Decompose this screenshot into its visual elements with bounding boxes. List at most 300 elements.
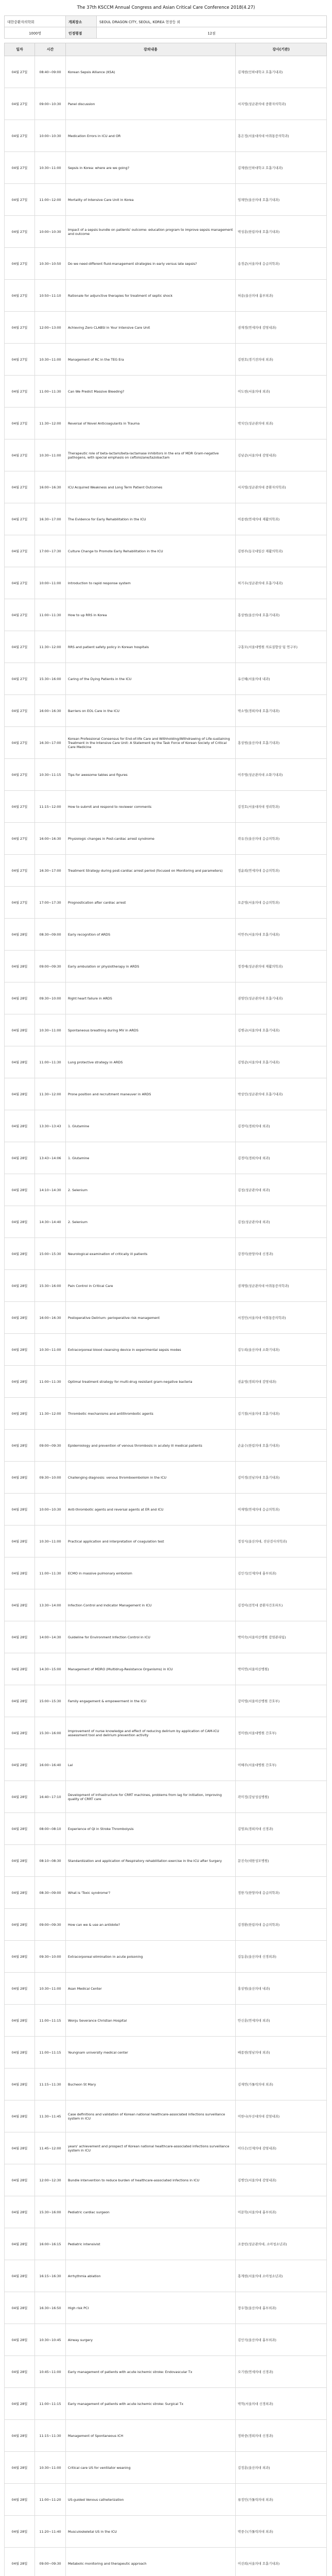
row-speaker: 김두희(울산의대 소화기내과) [236, 1334, 327, 1366]
table-row [5, 695, 327, 727]
row-date: 04월 28일 [5, 1653, 35, 1685]
table-row [5, 1398, 327, 1430]
row-topic: Reversal of Novel Anticoagulants in Trauma [66, 408, 236, 439]
row-speaker: 홍상범(울산의대 내과) [236, 1973, 327, 2005]
row-time: 17:00~17:30 [35, 535, 66, 567]
row-topic: Airway surgery [66, 2324, 236, 2356]
row-date: 04월 28일 [5, 1494, 35, 1526]
row-topic: Spontaneous breathing during MV in ARDS [66, 1014, 236, 1046]
row-topic: 2. Selenium [66, 1206, 236, 1238]
row-time: 11:00~11:20 [35, 2484, 66, 2516]
row-date: 04월 28일 [5, 2516, 35, 2548]
row-speaker: 이선희(서울의대 호흡기내과) [236, 2548, 327, 2576]
row-date: 04월 28일 [5, 1110, 35, 1142]
row-time: 16:30~17:00 [35, 727, 66, 759]
table-row [5, 216, 327, 248]
row-speaker: 김미경(전남의대 호흡기내과) [236, 1462, 327, 1494]
row-time: 09:30~10:00 [35, 1462, 66, 1494]
row-topic: Management of MDRO (Multidrug-Resistance Organisms) in ICU [66, 1653, 236, 1685]
row-date: 04월 28일 [5, 1238, 35, 1270]
row-topic: Can We Predict Massive Bleeding? [66, 376, 236, 408]
table-row [5, 1430, 327, 1462]
row-speaker: 홍계현(서울의대 소아청소년과) [236, 2260, 327, 2292]
table-row [5, 1909, 327, 1941]
row-date: 04월 28일 [5, 2484, 35, 2516]
row-topic: Prognostication after cardiac arrest [66, 887, 236, 919]
row-speaker: 권윤영(경희의대 감염내과) [236, 1366, 327, 1398]
table-row [5, 88, 327, 120]
row-topic: ECMO in massive pulmonary embolism [66, 1557, 236, 1589]
row-date: 04월 28일 [5, 2228, 35, 2260]
row-topic: 1. Glutamine [66, 1110, 236, 1142]
table-row [5, 2292, 327, 2324]
row-time: 11:00~11:15 [35, 2388, 66, 2420]
row-time: 10:00~10:30 [35, 1494, 66, 1526]
row-topic: Early ambulation or physiotherapy in ARDS [66, 951, 236, 982]
table-row [5, 1142, 327, 1174]
row-topic: Pediatric intensivist [66, 2228, 236, 2260]
row-time: 11:45~12:00 [35, 2132, 66, 2164]
row-date: 04월 28일 [5, 1526, 35, 1557]
table-row [5, 2100, 327, 2132]
row-date: 04월 27일 [5, 471, 35, 503]
row-time: 11:00~11:15 [35, 2005, 66, 2037]
table-row [5, 727, 327, 759]
row-topic: ICU Acquired Weakness and Long Term Patient Outcomes [66, 471, 236, 503]
row-topic: 2. Selenium [66, 1174, 236, 1206]
row-topic: RRS and patient safety policy in Korean hospitals [66, 631, 236, 663]
row-date: 04월 27일 [5, 312, 35, 344]
row-date: 04월 27일 [5, 376, 35, 408]
row-date: 04월 27일 [5, 855, 35, 887]
row-date: 04월 28일 [5, 2548, 35, 2576]
row-speaker: 유신혜(서울의대 내과) [236, 663, 327, 695]
table-row [5, 535, 327, 567]
row-speaker: 정미현(서울대병원 간호부) [236, 1717, 327, 1749]
row-topic: What is 'Toxic syndrome'? [66, 1877, 236, 1909]
table-row [5, 280, 327, 312]
table-row [5, 56, 327, 88]
table-row [5, 791, 327, 823]
row-time: 10:45~11:00 [35, 2356, 66, 2388]
row-date: 04월 28일 [5, 1909, 35, 1941]
row-speaker: 김제현(인하대학교 호흡기내과) [236, 152, 327, 184]
table-row [5, 663, 327, 695]
table-row [5, 1046, 327, 1078]
row-date: 04월 28일 [5, 1845, 35, 1877]
row-topic: Yeungnam university medical center [66, 2037, 236, 2069]
row-speaker: 김현주(동국대일산 재활의학과) [236, 535, 327, 567]
row-date: 04월 28일 [5, 1302, 35, 1334]
row-time: 08:00~08:10 [35, 1813, 66, 1845]
row-topic: Lal [66, 1749, 236, 1781]
row-speaker: 김칭(성균관의대 외과) [236, 1206, 327, 1238]
row-speaker: 강미영(서울아산병원 간호부) [236, 1685, 327, 1717]
table-row [5, 248, 327, 280]
header-time: 시간 [35, 43, 66, 56]
row-speaker: 정경애(성균관의대 재활의학과) [236, 951, 327, 982]
row-time: 10:50~11:10 [35, 280, 66, 312]
row-time: 11:00~11:30 [35, 1046, 66, 1078]
row-topic: Extracorporeal blood cleansing device in experimental sepsis modes [66, 1334, 236, 1366]
table-row [5, 1206, 327, 1238]
venue-label: 개최장소 [66, 16, 97, 27]
schedule-header-row [5, 43, 327, 56]
row-speaker: 이재명(연세의대 응급의학과) [236, 1494, 327, 1526]
row-topic: Family engagement & empowerment in the ICU [66, 1685, 236, 1717]
row-topic: Panel discussion [66, 88, 236, 120]
row-date: 04월 27일 [5, 439, 35, 471]
table-row [5, 2037, 327, 2069]
table-row [5, 1526, 327, 1557]
row-speaker: 곽유진(울산의대 응급의학과) [236, 823, 327, 855]
table-row [5, 312, 327, 344]
row-time: 14:30~15:00 [35, 1653, 66, 1685]
schedule-body [5, 56, 327, 2576]
row-topic: Critical care US for ventilator weaning [66, 2452, 236, 2484]
row-speaker: 이한나(부산대의대 감염내과) [236, 2100, 327, 2132]
row-speaker: 박혁(서울의대 신경외과) [236, 2388, 327, 2420]
row-topic: Metabolic monitoring and therapeutic approach [66, 2548, 236, 2576]
row-topic: Extracorporeal elimination in acute poisoning [66, 1941, 236, 1973]
row-time: 09:30~10:00 [35, 982, 66, 1014]
row-date: 04월 28일 [5, 2100, 35, 2132]
row-speaker: 김경미(경희의대 외과) [236, 1110, 327, 1142]
row-date: 04월 28일 [5, 1078, 35, 1110]
row-topic: Rationale for adjunctive therapies for treatment of septic shock [66, 280, 236, 312]
table-row [5, 887, 327, 919]
row-speaker: 박상민(성균관의대 호흡기내과) [236, 1078, 327, 1110]
row-topic: Anti-thrombotic agents and reversal agents at ER and ICU [66, 1494, 236, 1526]
row-speaker: 이문학(서울의대 흉부외과) [236, 2196, 327, 2228]
row-speaker: 김경미(경희의대 외과) [236, 1142, 327, 1174]
row-topic: Standardization and application of Respiratory rehabilitation exercise in the ICU after Surgery [66, 1845, 236, 1877]
row-speaker: 배종현(영남의대 외과) [236, 2037, 327, 2069]
row-time: 16:00~16:30 [35, 1302, 66, 1334]
row-time: 12:00~12:30 [35, 2164, 66, 2196]
credit-label: 인정평점 [66, 27, 97, 39]
row-date: 04월 28일 [5, 2037, 35, 2069]
row-speaker: 권영민(성균관의대 호흡기내과) [236, 982, 327, 1014]
row-topic: Culture Change to Promote Early Rehabilitation in the ICU [66, 535, 236, 567]
row-date: 04월 28일 [5, 1462, 35, 1494]
row-date: 04월 27일 [5, 408, 35, 439]
schedule-table [4, 43, 327, 2576]
row-time: 15:00~15:30 [35, 1238, 66, 1270]
row-speaker: 김칭(성균관의대 외과) [236, 1174, 327, 1206]
row-date: 04월 28일 [5, 1398, 35, 1430]
table-row [5, 2228, 327, 2260]
row-speaker: 임채만(울산의대 호흡기내과) [236, 184, 327, 216]
row-date: 04월 28일 [5, 1014, 35, 1046]
row-speaker: 홍은정(서울대의대 마취통증의학과) [236, 120, 327, 152]
row-date: 04월 27일 [5, 248, 35, 280]
row-speaker: 서정민(서울의대 마취통증의학과) [236, 1302, 327, 1334]
row-speaker: 박미연(서울아산병원) [236, 1653, 327, 1685]
row-date: 04월 28일 [5, 2388, 35, 2420]
row-speaker: 김경환(한림의대 응급의학과) [236, 1909, 327, 1941]
row-time: 11:00~11:30 [35, 1557, 66, 1589]
row-speaker: 장우형(울산의대 흉부외과) [236, 2292, 327, 2324]
row-time: 16:30~17:00 [35, 855, 66, 887]
info-row-credit [5, 27, 327, 39]
row-speaker: 안신훈(연세의대 외과) [236, 2005, 327, 2037]
row-time: 09:30~10:00 [35, 1941, 66, 1973]
header-speaker: 강사(기관) [236, 43, 327, 56]
table-row [5, 120, 327, 152]
row-time: 16:30~16:50 [35, 2292, 66, 2324]
row-speaker: 박소영(경희의대 호흡기내과) [236, 695, 327, 727]
table-row [5, 184, 327, 216]
row-speaker: 곽미정(강남성심병원) [236, 1781, 327, 1813]
table-row [5, 2548, 327, 2576]
row-topic: Infection Control and Indicator Management in ICU [66, 1589, 236, 1621]
row-topic: Improvement of nurse knowledge and effect of reducing delirium by application of CAM-ICU assessment tool and delirium prevention activity [66, 1717, 236, 1749]
table-row [5, 1078, 327, 1110]
row-time: 16:15~16:30 [35, 2260, 66, 2292]
table-row [5, 1845, 327, 1877]
row-topic: Musculoskeletal US in the ICU [66, 2516, 236, 2548]
row-time: 10:30~11:00 [35, 344, 66, 376]
row-topic: Management of RC in the TEG Era [66, 344, 236, 376]
row-date: 04월 28일 [5, 2005, 35, 2037]
row-topic: years' achievement and prospect of Korean national healthcare-associated infections surveillance system in ICU [66, 2132, 236, 2164]
row-topic: Treatment Strategy during post-cardiac arrest period (focused on Monitoring and parameters) [66, 855, 236, 887]
table-row [5, 2452, 327, 2484]
table-row [5, 1973, 327, 2005]
row-date: 04월 28일 [5, 2132, 35, 2164]
table-row [5, 408, 327, 439]
row-topic: 1. Glutamine [66, 1142, 236, 1174]
table-row [5, 376, 327, 408]
row-date: 04월 27일 [5, 503, 35, 535]
row-topic: Neurological examination of critically ill patients [66, 1238, 236, 1270]
row-topic: How to up RRS in Korea [66, 599, 236, 631]
row-time: 17:00~17:30 [35, 887, 66, 919]
row-date: 04월 28일 [5, 2164, 35, 2196]
row-topic: Bucheon St Mary [66, 2069, 236, 2100]
row-date: 04월 27일 [5, 152, 35, 184]
table-row [5, 2069, 327, 2100]
table-row [5, 823, 327, 855]
row-time: 11:30~11:45 [35, 2100, 66, 2132]
row-speaker: 박중수(가톨릭의대 외과) [236, 2516, 327, 2548]
row-speaker: 이도현(서울의대 외과) [236, 376, 327, 408]
row-topic: Challenging diagnosis: venous thromboembolism in the ICU [66, 1462, 236, 1494]
row-time: 16:30~17:00 [35, 503, 66, 535]
row-topic: Epidemiology and prevention of venous thrombosis in acutely ill medical patients [66, 1430, 236, 1462]
table-row [5, 1813, 327, 1845]
row-date: 04월 28일 [5, 1877, 35, 1909]
row-speaker: 허기우(성균관의대 호흡기내과) [236, 567, 327, 599]
table-row [5, 1589, 327, 1621]
row-time: 10:30~11:00 [35, 152, 66, 184]
table-row [5, 1494, 327, 1526]
row-topic: Mortality of Intensive Care Unit in Korea [66, 184, 236, 216]
row-speaker: 김영준(서울의대 호흡기내과) [236, 1046, 327, 1078]
row-time: 16:00~16:30 [35, 695, 66, 727]
row-time: 09:00~09:30 [35, 1430, 66, 1462]
row-time: 11:20~11:40 [35, 2516, 66, 2548]
table-row [5, 2356, 327, 2388]
row-time: 11:00~11:30 [35, 1366, 66, 1398]
table-row [5, 344, 327, 376]
row-speaker: 김병인(서울의대 감염내과) [236, 2164, 327, 2196]
row-time: 10:30~11:00 [35, 439, 66, 471]
table-row [5, 1302, 327, 1334]
table-row [5, 503, 327, 535]
row-topic: Achieving Zero CLABSI in Your Intensive Care Unit [66, 312, 236, 344]
row-date: 04월 27일 [5, 887, 35, 919]
row-speaker: 이연주(서울의대 호흡기내과) [236, 919, 327, 951]
row-topic: How to submit and respond to reviewer comments [66, 791, 236, 823]
row-time: 11:30~12:00 [35, 408, 66, 439]
row-topic: High risk PCI [66, 2292, 236, 2324]
row-speaker: 김영표(경희의대 신경과) [236, 1813, 327, 1845]
table-row [5, 2516, 327, 2548]
row-time: 15:30~16:00 [35, 1717, 66, 1749]
row-date: 04월 28일 [5, 2356, 35, 2388]
row-speaker: 권재경(연세의대 감염내과) [236, 312, 327, 344]
row-date: 04월 27일 [5, 823, 35, 855]
row-speaker: 김기철(서울의대 호흡기내과) [236, 1398, 327, 1430]
row-topic: Early management of patients with acute ischemic stroke: Surgical Tx [66, 2388, 236, 2420]
row-speaker: 오준영(서울의대 응급의학과) [236, 887, 327, 919]
row-speaker: 김정호(서울대의대 생리학과) [236, 791, 327, 823]
row-date: 04월 27일 [5, 535, 35, 567]
table-row [5, 567, 327, 599]
table-row [5, 1717, 327, 1749]
table-row [5, 2484, 327, 2516]
row-topic: Experience of QI in Stroke Thrombolysis [66, 1813, 236, 1845]
row-topic: Medication Errors in ICU and OR [66, 120, 236, 152]
row-time: 10:00~11:00 [35, 567, 66, 599]
table-row [5, 152, 327, 184]
row-topic: Lung protective strategy in ARDS [66, 1046, 236, 1078]
row-topic: Barriers on EOL Care in the ICU [66, 695, 236, 727]
table-row [5, 919, 327, 951]
table-row [5, 2196, 327, 2228]
header-date: 일자 [5, 43, 35, 56]
row-speaker: 정성식(울산의대, 진단검사의학과) [236, 1526, 327, 1557]
row-speaker: 박치인(성균관의대 외과) [236, 408, 327, 439]
row-time: 11:30~12:00 [35, 631, 66, 663]
table-row [5, 1685, 327, 1717]
row-topic: Early recognition of ARDS [66, 919, 236, 951]
table-row [5, 855, 327, 887]
credit-value: 12점 [97, 27, 327, 39]
row-time: 10:30~11:00 [35, 1334, 66, 1366]
table-row [5, 2324, 327, 2356]
row-speaker: 박미숙(서울아산병원 감염관리팀) [236, 1621, 327, 1653]
row-date: 04월 28일 [5, 1621, 35, 1653]
row-date: 04월 28일 [5, 1941, 35, 1973]
row-speaker: 정윤희(연세의대 응급의학과) [236, 855, 327, 887]
row-date: 04월 28일 [5, 1174, 35, 1206]
table-row [5, 471, 327, 503]
row-date: 04월 27일 [5, 567, 35, 599]
table-row [5, 599, 327, 631]
row-time: 13:30~14:00 [35, 1589, 66, 1621]
row-time: 10:30~10:45 [35, 2324, 66, 2356]
row-topic: Korean Sepsis Alliance (KSA) [66, 56, 236, 88]
row-time: 09:00~09:30 [35, 2548, 66, 2576]
row-topic: Therapeutic role of beta-lactam/beta-lactamase inhibitors in the era of MDR Gram-negative pathogens, with special emphasis on ceftolozane/tazobactam [66, 439, 236, 471]
row-speaker: 조중빈(성균관의대, 소아청소년과) [236, 2228, 327, 2260]
row-speaker: 이종현(연세의대 재활의학과) [236, 503, 327, 535]
table-row [5, 1557, 327, 1589]
row-time: 09:00~09:30 [35, 951, 66, 982]
table-row [5, 982, 327, 1014]
table-row [5, 1238, 327, 1270]
row-speaker: 강경미(한양의대 신경과) [236, 1238, 327, 1270]
table-row [5, 951, 327, 982]
row-topic: Guideline for Environment Infection Control in ICU [66, 1621, 236, 1653]
row-time: 08:40~09:00 [35, 56, 66, 88]
row-topic: Early management of patients with acute ischemic stroke: Endovascular Tx [66, 2356, 236, 2388]
row-topic: Sepsis in Korea: where are we going? [66, 152, 236, 184]
row-topic: Caring of the Dying Patients in the ICU [66, 663, 236, 695]
row-date: 04월 28일 [5, 2196, 35, 2228]
table-row [5, 2420, 327, 2452]
table-row [5, 2260, 327, 2292]
row-topic: Physiologic changes in Post-cardiac arrest syndrome [66, 823, 236, 855]
table-row [5, 1334, 327, 1366]
row-topic: Pediatric cardiac surgeon [66, 2196, 236, 2228]
row-date: 04월 28일 [5, 1717, 35, 1749]
row-date: 04월 28일 [5, 1142, 35, 1174]
row-time: 08:30~09:00 [35, 1877, 66, 1909]
table-row [5, 2005, 327, 2037]
row-speaker: 박성훈(한림의대 호흡기내과) [236, 216, 327, 248]
row-topic: Case definitions and validation of Korean national healthcare-associated infections surveillance system in ICU [66, 2100, 236, 2132]
row-speaker: 권재영(성균관의대 마취통증의학과) [236, 1270, 327, 1302]
row-topic: Postoperative Delirium: perioperative risk management [66, 1302, 236, 1334]
row-topic: How can we & use an antidote? [66, 1909, 236, 1941]
row-date: 04월 28일 [5, 1270, 35, 1302]
row-speaker: 서지영(성균관의대 중환자의학과) [236, 471, 327, 503]
row-time: 11:30~12:00 [35, 1078, 66, 1110]
row-time: 14:00~14:30 [35, 1621, 66, 1653]
row-topic: Development of infrastructure for CRRT machines, problems from lag for initiation, improving quality of CRRT care [66, 1781, 236, 1813]
row-date: 04월 28일 [5, 1589, 35, 1621]
row-date: 04월 27일 [5, 663, 35, 695]
row-time: 13:43~14:06 [35, 1142, 66, 1174]
row-speaker: 김제현(인하대학교 호흡기내과) [236, 56, 327, 88]
row-date: 04월 28일 [5, 1046, 35, 1078]
row-time: 09:00~09:30 [35, 1909, 66, 1941]
row-topic: US-guided Venous catheterization [66, 2484, 236, 2516]
row-date: 04월 27일 [5, 56, 35, 88]
row-topic: Asan Medical Center [66, 1973, 236, 2005]
row-speaker: 손윤수(한림의대 호흡기내과) [236, 1430, 327, 1462]
row-topic: Korean Professional Consensus for End-of-life Care and Withholding/Withdrawing of Life-sustaining Treatment in the Intensive Care Unit: A Statement by the Task Force of Korean Society of Critical Care Medicine [66, 727, 236, 759]
row-time: 16:00~16:30 [35, 823, 66, 855]
row-date: 04월 28일 [5, 919, 35, 951]
row-date: 04월 28일 [5, 1813, 35, 1845]
row-time: 16:00~16:40 [35, 1749, 66, 1781]
row-time: 10:30~11:15 [35, 759, 66, 791]
row-time: 15:30~16:00 [35, 1270, 66, 1302]
row-date: 04월 28일 [5, 982, 35, 1014]
row-time: 15:30~16:00 [35, 2196, 66, 2228]
info-row-venue [5, 16, 327, 27]
row-speaker: 이다은(인제의대 감염내과) [236, 2132, 327, 2164]
row-date: 04월 27일 [5, 759, 35, 791]
table-row [5, 1462, 327, 1494]
page-title: The 37th KSCCM Annual Congress and Asian Critical Care Conference 2018(4.27) [77, 5, 255, 10]
row-date: 04월 28일 [5, 2324, 35, 2356]
